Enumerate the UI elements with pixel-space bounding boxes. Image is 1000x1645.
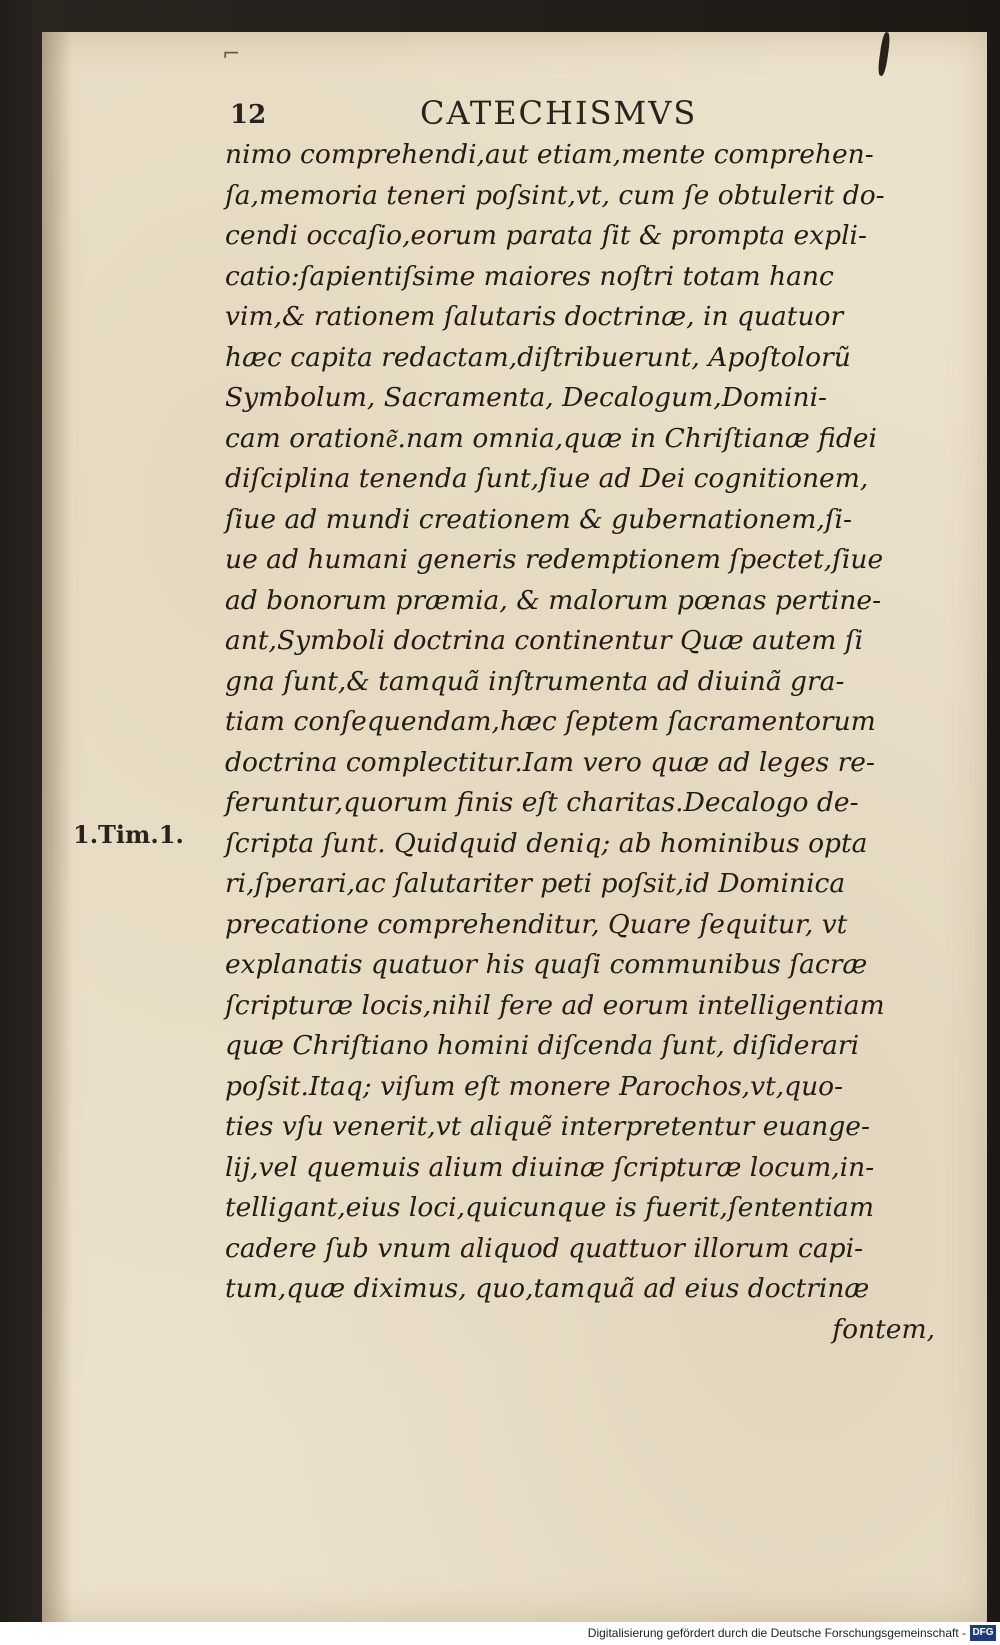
- text-line: doctrina complectitur.Iam vero quæ ad leges re-: [225, 746, 875, 778]
- text-line: ſiue ad mundi creationem & gubernationem,ſi-: [225, 503, 852, 535]
- text-line: ue ad humani generis redemptionem ſpectet,ſiue: [225, 544, 884, 575]
- text-line: cendi occaſio,eorum parata ſit & prompta expli-: [225, 220, 867, 251]
- text-line: gna ſunt,& tamquã inſtrumenta ad diuinã gra-: [225, 665, 845, 697]
- text-line: precatione comprehenditur, Quare ſequitur, vt: [225, 908, 848, 940]
- text-line: diſciplina tenenda ſunt,ſiue ad Dei cognitionem,: [225, 463, 869, 494]
- text-line: ad bonorum præmia, & malorum pœnas pertine-: [225, 584, 882, 616]
- text-line: poſsit.Itaq; viſum eſt monere Parochos,vt,quo-: [225, 1070, 844, 1102]
- text-line: nimo comprehendi,aut etiam,mente comprehen-: [225, 139, 874, 170]
- text-line: ri,ſperari,ac ſalutariter peti poſsit,id Dominica: [225, 868, 846, 899]
- text-line: tum,quæ diximus, quo,tamquã ad eius doctrinæ: [225, 1273, 870, 1304]
- text-line: explanatis quatuor his quaſi communibus ſacræ: [225, 949, 868, 980]
- body-text: [225, 135, 935, 1350]
- text-line: cam oratione͂.nam omnia,quæ in Chriſtianæ fidei: [225, 422, 877, 454]
- text-line: quæ Chriſtiano homini diſcenda ſunt, diſiderari: [225, 1030, 860, 1061]
- text-line: catio:ſapientiſsime maiores noſtri totam hanc: [225, 260, 834, 292]
- dfg-logo: DFG: [970, 1625, 996, 1641]
- footer-bar: [0, 1622, 1000, 1645]
- footer-credit: Digitalisierung gefördert durch die Deutsche Forschungsgemeinschaft -: [587, 1626, 966, 1640]
- page-number: 12: [230, 100, 267, 130]
- text-line-catchword: fontem,: [832, 1313, 935, 1345]
- text-line: lij,vel quemuis alium diuinæ ſcripturæ locum,in-: [225, 1151, 875, 1183]
- text-line: tiam conſequendam,hæc ſeptem ſacramentorum: [225, 706, 876, 737]
- text-line: ſcripta ſunt. Quidquid deniq; ab hominibus opta: [225, 827, 868, 859]
- running-head: CATECHISMVS: [420, 94, 698, 132]
- text-line: vim,& rationem ſalutaris doctrinæ, in quatuor: [225, 301, 844, 332]
- text-line: Symbolum, Sacramenta, Decalogum,Domini-: [225, 382, 828, 413]
- corner-pencil-mark: ⌐: [222, 42, 241, 67]
- text-line: ties vſu venerit,vt aliquẽ interpretentur euange-: [225, 1111, 870, 1142]
- text-line: ant,Symboli doctrina continentur Quæ autem ſi: [225, 625, 864, 656]
- gutter-shadow: [42, 32, 72, 1622]
- text-line: telligant,eius loci,quicunque is fuerit,ſententiam: [225, 1192, 874, 1223]
- text-line: ſcripturæ locis,nihil fere ad eorum intelligentiam: [225, 989, 885, 1021]
- text-line: ſa,memoria teneri poſsint,vt, cum ſe obtulerit do-: [225, 179, 885, 211]
- margin-note: 1.Tim.1.: [73, 820, 184, 849]
- text-line: hæc capita redactam,diſtribuerunt, Apoſtolorũ: [225, 341, 851, 373]
- text-line: cadere ſub vnum aliquod quattuor illorum capi-: [225, 1232, 864, 1264]
- text-line: feruntur,quorum finis eſt charitas.Decalogo de-: [225, 787, 859, 818]
